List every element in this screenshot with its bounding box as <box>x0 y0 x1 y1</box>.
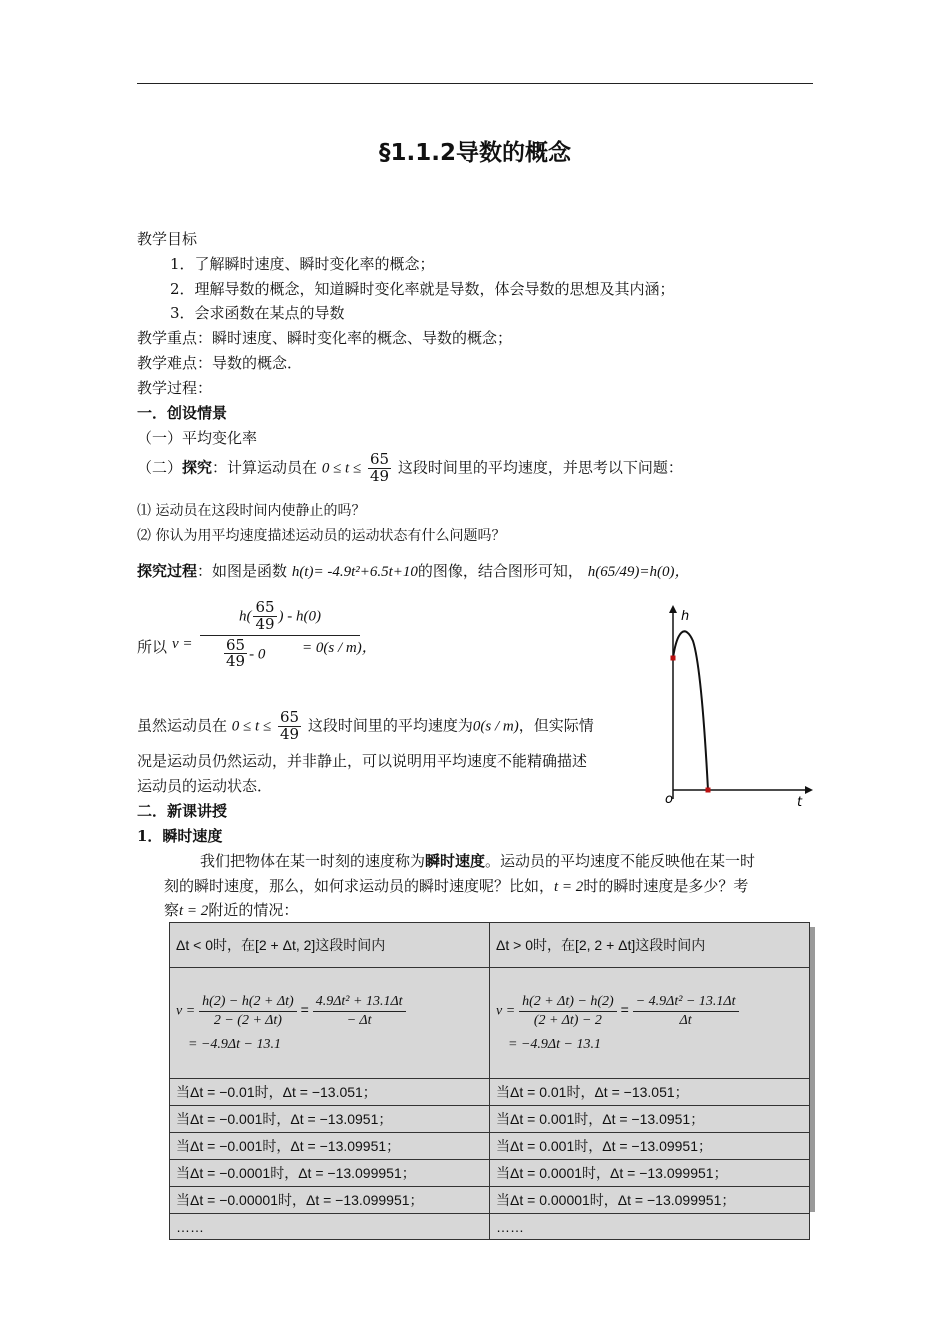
table-cell: 当Δt = 0.001时，Δt = −13.09951； <box>490 1133 810 1160</box>
explore-line: 探究过程：如图是函数 h(t)= -4.9t²+6.5t+10的图像，结合图形可知， h(65/49)=h(0)， <box>137 562 690 580</box>
so-label: 所以 <box>137 638 168 656</box>
objective-item: 2．理解导数的概念，知道瞬时变化率就是导数，体会导数的思想及其内涵； <box>170 280 675 298</box>
section2-p3: 察t = 2附近的情况： <box>164 901 299 919</box>
process-label: 教学过程： <box>137 379 213 397</box>
paragraph-line1: 虽然运动员在 0 ≤ t ≤ $\frac{65}{49}$ 这段时间里的平均速度为0(s / m)，但实际情 <box>137 708 594 743</box>
top-rule <box>137 83 813 84</box>
table-cell: 当Δt = −0.00001时，Δt = −13.099951； <box>170 1187 490 1214</box>
table-cell: 当Δt = −0.001时，Δt = −13.0951； <box>170 1106 490 1133</box>
table-cell: 当Δt = −0.01时，Δt = −13.051； <box>170 1079 490 1106</box>
question-1: ⑴ 运动员在这段时间内使静止的吗？ <box>137 503 366 519</box>
origin-label: o <box>665 792 673 807</box>
instantaneous-velocity-table <box>169 922 810 1240</box>
table-cell: 当Δt = −0.001时，Δt = −13.09951； <box>170 1133 490 1160</box>
section1-sub1: （一）平均变化率 <box>137 429 258 447</box>
table-head-left: Δt < 0时，在[2 + Δt, 2]这段时间内 <box>170 923 490 968</box>
vbar-symbol: v = <box>172 636 193 652</box>
height-time-graph <box>655 603 815 808</box>
avg-velocity-fraction: h( $\frac{65}{49}$ ) - h(0) $\frac{65}{49}$ - 0 <box>200 600 360 670</box>
table-cell: 当Δt = 0.00001时，Δt = −13.099951； <box>490 1187 810 1214</box>
table-head-right: Δt > 0时，在[2, 2 + Δt]这段时间内 <box>490 923 810 968</box>
section1-heading: 一．创设情景 <box>137 404 228 422</box>
objective-item: 3．会求函数在某点的导数 <box>170 304 345 322</box>
table-cell: 当Δt = −0.0001时，Δt = −13.099951； <box>170 1160 490 1187</box>
t-axis-arrow <box>805 786 813 794</box>
h-axis-label: h <box>681 609 690 624</box>
table-formula-right: v = $\frac{h(2 + \Delta t) - h(2)}{(2 + \Delta t) - 2}$ = $\frac{\text{− 4.9Δt² − 13.1Δt}}{\Delta t}$ = −4.9Δt − 13.1 <box>490 968 810 1079</box>
table-cell: 当Δt = 0.01时，Δt = −13.051； <box>490 1079 810 1106</box>
parabola-curve <box>673 631 708 790</box>
h-axis-arrow <box>669 605 677 613</box>
page-title: §1.1.2导数的概念 <box>379 140 571 166</box>
paragraph-line2: 况是运动员仍然运动，并非静止，可以说明用平均速度不能精确描述 <box>137 752 588 770</box>
table-cell: 当Δt = 0.001时，Δt = −13.0951； <box>490 1106 810 1133</box>
key-points: 教学重点：瞬时速度、瞬时变化率的概念、导数的概念； <box>137 329 513 347</box>
table-cell: 当Δt = 0.0001时，Δt = −13.099951； <box>490 1160 810 1187</box>
section2-heading: 二．新课讲授 <box>137 802 228 820</box>
table-formula-left: v = $\frac{h(2) - h(2 + \Delta t)}{2 - (2 + \Delta t)}$ = $\frac{\text{4.9Δt² + 13.1Δt}}{- \Delta t}$ = −4.9Δt − 13.1 <box>170 968 490 1079</box>
section2-p2: 刻的瞬时速度，那么，如何求运动员的瞬时速度呢？比如，t = 2时的瞬时速度是多少？考 <box>164 877 749 895</box>
objective-item: 1．了解瞬时速度、瞬时变化率的概念； <box>170 255 435 273</box>
section2-sub: 1．瞬时速度 <box>137 827 223 845</box>
point-h0 <box>671 656 676 661</box>
section2-p1: 我们把物体在某一时刻的速度称为瞬时速度。运动员的平均速度不能反映他在某一时 <box>200 852 756 870</box>
paragraph-line3: 运动员的运动状态． <box>137 777 273 795</box>
table-cell: …… <box>170 1214 490 1240</box>
table-cell: …… <box>490 1214 810 1240</box>
objectives-heading: 教学目标 <box>137 230 198 248</box>
difficulty: 教学难点：导数的概念． <box>137 354 303 372</box>
avg-velocity-result: = 0(s / m)， <box>302 640 377 656</box>
question-2: ⑵ 你认为用平均速度描述运动员的运动状态有什么问题吗？ <box>137 528 506 544</box>
section1-sub2: （二）探究：计算运动员在 0 ≤ t ≤ $\frac{65}{49}$ 这段时间里的平均速度，并思考以下问题： <box>137 450 683 485</box>
t-axis-label: t <box>797 795 803 808</box>
point-65-49 <box>706 788 711 793</box>
